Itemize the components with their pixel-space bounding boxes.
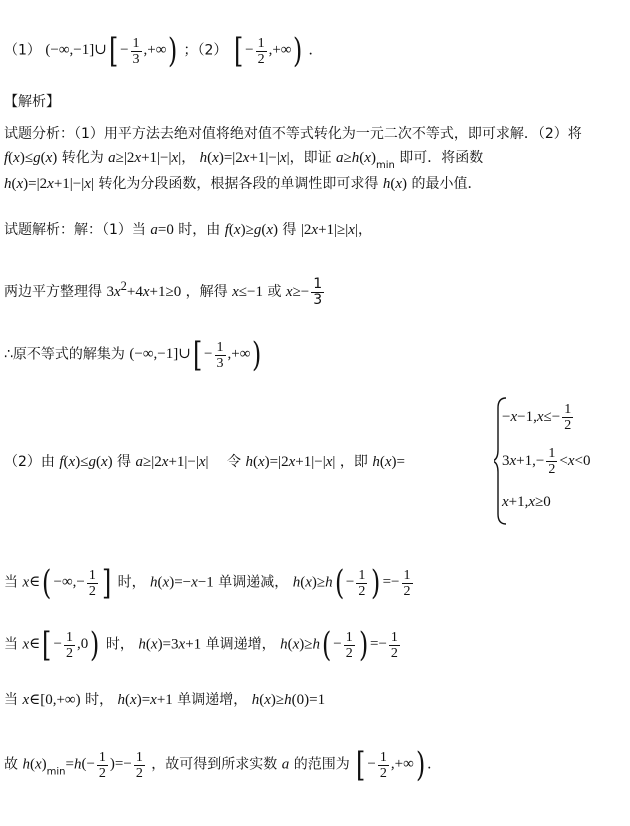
answer-separator: ；（2） [183,42,228,59]
answer-part1-label: （1） [4,42,41,59]
solution-line-5: 当 x∈( −∞,− $\frac{1}{2}$ ] 时， h(x)=−x−1 单调递减， h(x)≥h( − $\frac{1}{2}$ ) =− $\frac{1}{2}$ [4,563,411,603]
solution-line-3: ∴原不等式的解集为 (−∞,−1]∪[ − $\frac{1}{3}$ ,+∞) [4,335,262,375]
hint-line-1: 试题分析：（1）用平方法去绝对值将绝对值不等式转化为一元二次不等式，即可求解．（2）将 [4,126,582,142]
solution-line-4: （2）由 f(x)≤g(x) 得 a≥|2x+1|−|x| 令 h(x)=|2x+1|−|x| ，即 h(x)= [4,454,405,470]
hint-line-2: f(x)≤g(x) 转化为 a≥|2x+1|−|x|， h(x)=|2x+1|−|x|，即证 $a\ge h(x)_{min}$ 即可．将函数 [4,150,484,171]
hint-line-3: h(x)=|2x+1|−|x| 转化为分段函数，根据各段的单调性即可求得 h(x) 的最小值． [4,176,482,192]
answer-end: ． [308,42,323,59]
solution-line-8: 故 $h(x)_{min}=h(-$ $\frac{1}{2}$ )=− $\frac{1}{2}$ ，故可得到所求实数 a 的范围为 [ − $\frac{1}{2}$ ,+∞) ． [4,745,442,785]
solution-line-6: 当 x∈[ − $\frac{1}{2}$ ,0) 时， h(x)=3x+1 单调递增， h(x)≥h( − $\frac{1}{2}$ ) =− $\frac{1}{2}$ [4,625,398,665]
analysis-heading: 【解析】 [4,94,60,110]
answer-line [4,31,323,71]
solution-line-1: 试题解析：解：（1）当 a=0 时，由 f(x)≥g(x) 得 |2x+1|≥|x|， [4,222,372,238]
piecewise-definition [494,396,624,526]
case-1: −x−1,x≤− $\frac{1}{2}$ [502,402,572,433]
solution-line-7: 当 x∈[0,+∞) 时， h(x)=x+1 单调递增， h(x)≥h(0)=1 [4,692,326,708]
answer-set-1: (−∞,−1]∪[ − $\frac{1}{3}$ ,+∞) [45,31,178,71]
answer-set-2: [ − $\frac{1}{2}$ ,+∞) [233,31,303,71]
solution-line-2: 两边平方整理得 $3x^2+4x+1\ge 0$ ，解得 x≤−1 或 x≥− $\frac{1}{3}$ [4,275,323,308]
case-3: x+1,x≥0 [502,494,551,510]
case-2: 3x+1,− $\frac{1}{2}$ <x<0 [502,446,591,477]
